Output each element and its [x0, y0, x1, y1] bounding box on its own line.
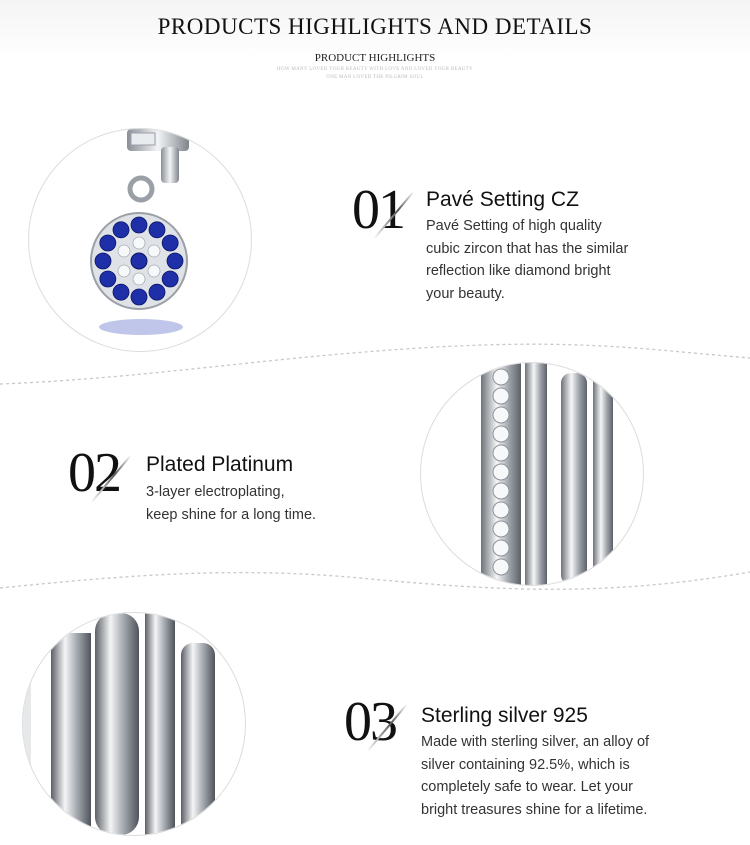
pendant-detail-image [28, 128, 252, 352]
description-line: silver containing 92.5%, which is [421, 756, 630, 773]
feature-description-plated-platinum [146, 481, 316, 526]
description-line: reflection like diamond bright [426, 263, 611, 279]
feature-number-02: 02 [68, 442, 120, 504]
description-line: Made with sterling silver, an alloy of [421, 734, 650, 750]
description-line: bright treasures shine for a lifetime. [421, 801, 648, 818]
silver-band-detail-image [22, 612, 246, 836]
feature-number-01: 01 [352, 179, 404, 241]
section-subtitle: PRODUCT HIGHLIGHTS [314, 52, 436, 64]
feature-title-sterling-silver: Sterling silver 925 [421, 704, 588, 727]
wave-divider-2 [0, 548, 750, 608]
description-line: completely safe to wear. Let your [421, 779, 633, 795]
page-title: PRODUCTS HIGHLIGHTS AND DETAILS [157, 14, 593, 39]
tagline-line-2: ONE MAN LOVED THE PILGRIM SOUL [326, 75, 424, 80]
feature-title-pave-setting: Pavé Setting CZ [426, 188, 579, 211]
description-line: 3-layer electroplating, [146, 484, 285, 500]
feature-description-pave-setting [426, 215, 628, 305]
description-line: Pavé Setting of high quality [426, 218, 602, 234]
feature-title-plated-platinum: Plated Platinum [146, 453, 294, 476]
feature-number-03: 03 [344, 691, 396, 753]
hoop-detail-image [420, 362, 644, 586]
tagline-line-1: HOW MANY LOVED YOUR BEAUTY WITH LOVE AND LOVED YOUR BEAUTY [277, 67, 473, 72]
description-line: keep shine for a long time. [146, 506, 317, 523]
description-line: your beauty. [426, 285, 505, 302]
header [0, 0, 750, 100]
description-line: cubic zircon that has the similar [426, 240, 629, 257]
feature-description-sterling-silver [421, 731, 649, 821]
